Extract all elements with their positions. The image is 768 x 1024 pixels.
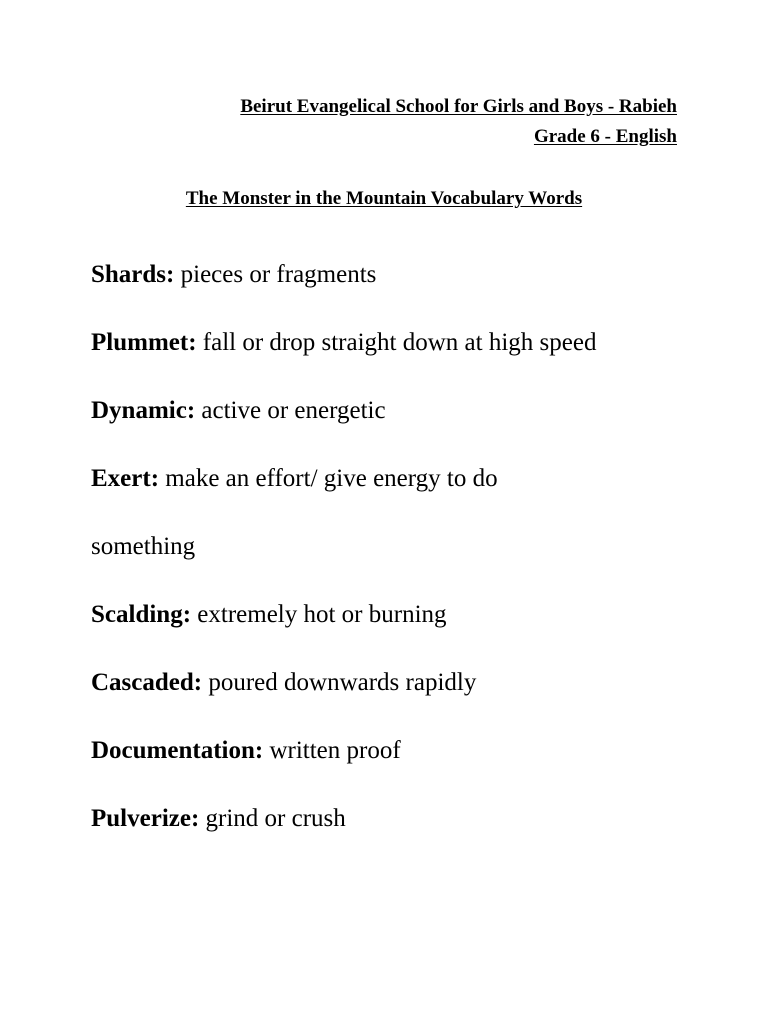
vocab-term: Documentation: (91, 737, 264, 764)
vocab-term: Cascaded: (91, 669, 203, 696)
vocab-item (91, 326, 691, 360)
vocab-term: Pulverize: (91, 805, 200, 832)
vocab-item (91, 734, 691, 768)
vocab-item (91, 462, 691, 564)
vocab-definition: grind or crush (205, 805, 346, 832)
vocab-term: Dynamic: (91, 397, 196, 424)
vocab-term: Scalding: (91, 601, 192, 628)
vocab-term: Plummet: (91, 329, 197, 356)
grade-subject: Grade 6 - English (533, 126, 677, 147)
vocab-item (91, 802, 691, 836)
vocab-item (91, 598, 691, 632)
vocab-term: Shards: (91, 261, 175, 288)
vocab-item (91, 258, 691, 292)
vocab-definition: extremely hot or burning (197, 601, 447, 628)
vocab-definition: poured downwards rapidly (208, 669, 477, 696)
school-name: Beirut Evangelical School for Girls and Boys - Rabieh (240, 96, 677, 117)
vocab-definition: active or energetic (201, 397, 386, 424)
vocab-term: Exert: (91, 465, 160, 492)
vocab-definition: pieces or fragments (180, 261, 377, 288)
vocab-definition-continuation: something (91, 533, 196, 560)
document-title: The Monster in the Mountain Vocabulary Words (185, 188, 583, 209)
vocab-definition: fall or drop straight down at high speed (202, 329, 597, 356)
vocabulary-list (91, 258, 691, 870)
vocab-item (91, 666, 691, 700)
vocab-item (91, 394, 691, 428)
vocab-definition: make an effort/ give energy to do (165, 465, 498, 492)
vocab-definition: written proof (269, 737, 401, 764)
